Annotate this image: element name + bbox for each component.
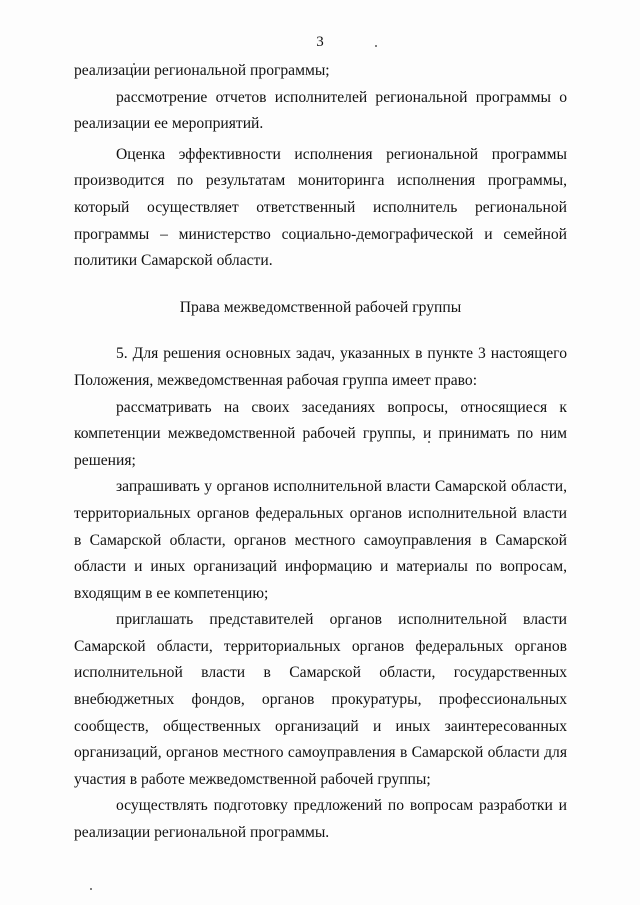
paragraph: запрашивать у органов исполнительной власти Самарской области, территориальных органов федеральных органов исполнительной власти в Самарской области, органов местного самоуправления в Самарской области и иных организаций информацию и материалы по вопросам, входящим в ее компетенцию; <box>74 478 567 602</box>
paragraph: рассмотрение отчетов исполнителей региональной программы о реализации ее мероприятий. <box>74 88 567 133</box>
document-body <box>74 58 567 847</box>
paragraph: Оценка эффективности исполнения региональной программы производится по результатам мониторинга исполнения программы, который осуществляет ответственный исполнитель региональной программы – министерство социально-демографической и семейной политики Самарской области. <box>74 145 567 270</box>
section-heading: Права межведомственной рабочей группы <box>179 298 462 316</box>
page-number: 3 <box>316 34 324 50</box>
scan-speck <box>375 45 377 47</box>
paragraph: 5. Для решения основных задач, указанных в пункте 3 настоящего Положения, межведомственная рабочая группа имеет право: <box>74 345 567 389</box>
scan-speck <box>90 888 92 890</box>
paragraph: реализации региональной программы; <box>74 62 330 79</box>
paragraph: осуществлять подготовку предложений по вопросам разработки и реализации региональной программы. <box>74 797 567 842</box>
paragraph: рассматривать на своих заседаниях вопросы, относящиеся к компетенции межведомственной рабочей группы, и принимать по ним решения; <box>74 398 567 469</box>
paragraph: приглашать представителей органов исполнительной власти Самарской области, территориальных органов федеральных органов исполнительной власти в Самарской области, государственных внебюджетных фондов, органов прокуратуры, профессиональных сообществ, общественных организаций и иных заинтересованных организаций, органов местного самоуправления в Самарской области для участия в работе межведомственной рабочей группы; <box>74 611 567 788</box>
